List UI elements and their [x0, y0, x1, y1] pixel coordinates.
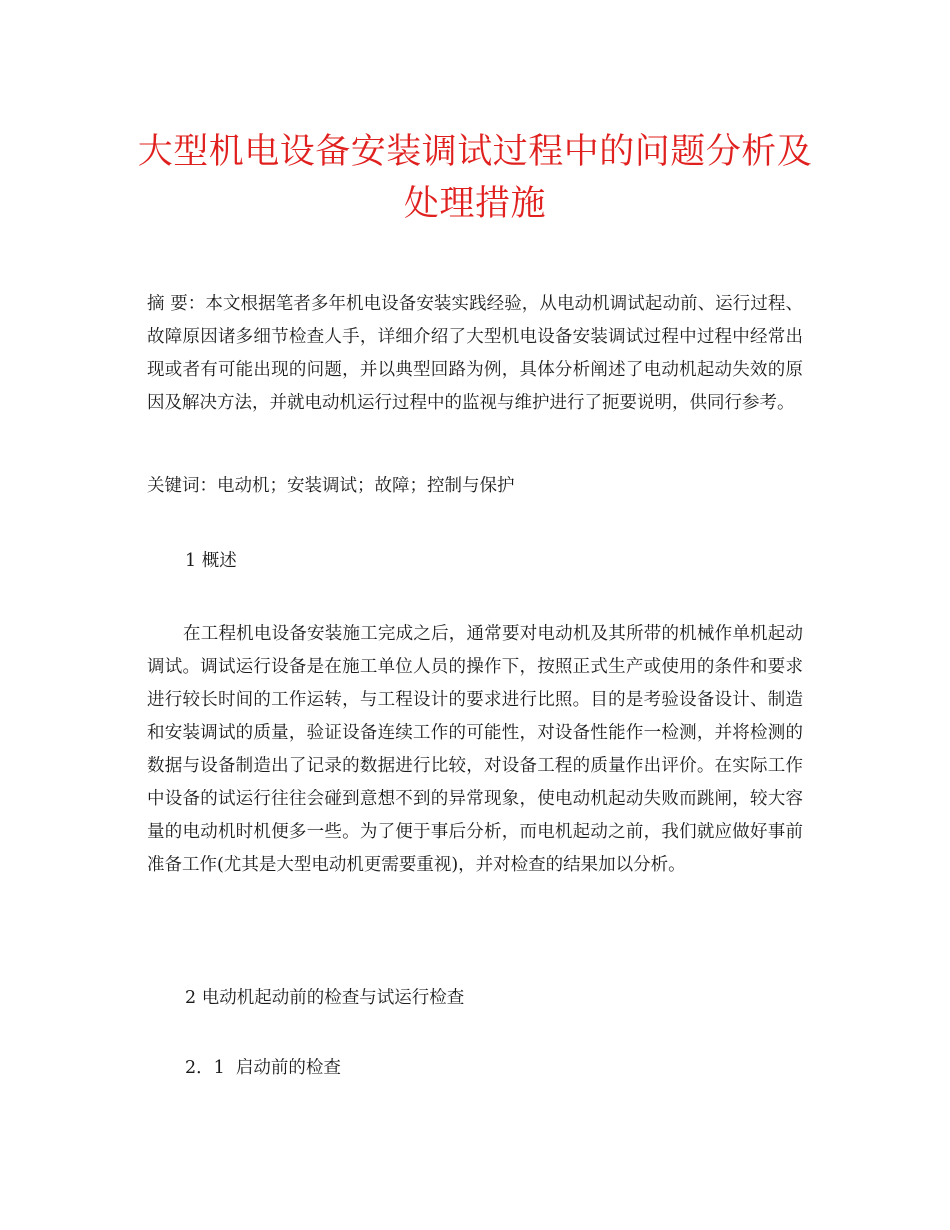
keywords-text: 电动机；安装调试；故障；控制与保护: [217, 476, 515, 496]
title-line-2: 处理措施: [403, 184, 546, 224]
abstract-label: 摘 要：: [147, 294, 206, 314]
section-2-1-heading: 2．1 启动前的检查: [185, 1058, 341, 1078]
section-1-heading: 1 概述: [185, 551, 237, 571]
document-title: [100, 126, 850, 230]
keywords-line: [147, 470, 803, 503]
keywords-label: 关键词：: [147, 476, 217, 496]
abstract-text: 本文根据笔者多年机电设备安装实践经验，从电动机调试起动前、运行过程、故障原因诸多细节检查人手，详细介绍了大型机电设备安装调试过程中过程中经常出现或者有可能出现的问题，并以典型回路为例，具体分析阐述了电动机起动失效的原因及解决方法，并就电动机运行过程中的监视与维护进行了扼要说明，供同行参考。: [147, 294, 803, 413]
title-line-1: 大型机电设备安装调试过程中的问题分析及: [137, 132, 813, 172]
section-1-paragraph: 在工程机电设备安装施工完成之后，通常要对电动机及其所带的机械作单机起动调试。调试运行设备是在施工单位人员的操作下，按照正式生产或使用的条件和要求进行较长时间的工作运转，与工程设计的要求进行比照。目的是考验设备设计、制造和安装调试的质量，验证设备连续工作的可能性，对设备性能作一检测，并将检测的数据与设备制造出了记录的数据进行比较，对设备工程的质量作出评价。在实际工作中设备的试运行往往会碰到意想不到的异常现象，使电动机起动失败而跳闸，较大容量的电动机时机便多一些。为了便于事后分析，而电机起动之前，我们就应做好事前准备工作(尤其是大型电动机更需要重视)，并对检查的结果加以分析。: [147, 624, 803, 875]
section-2-heading: 2 电动机起动前的检查与试运行检查: [185, 988, 465, 1008]
abstract-paragraph: [147, 288, 803, 420]
